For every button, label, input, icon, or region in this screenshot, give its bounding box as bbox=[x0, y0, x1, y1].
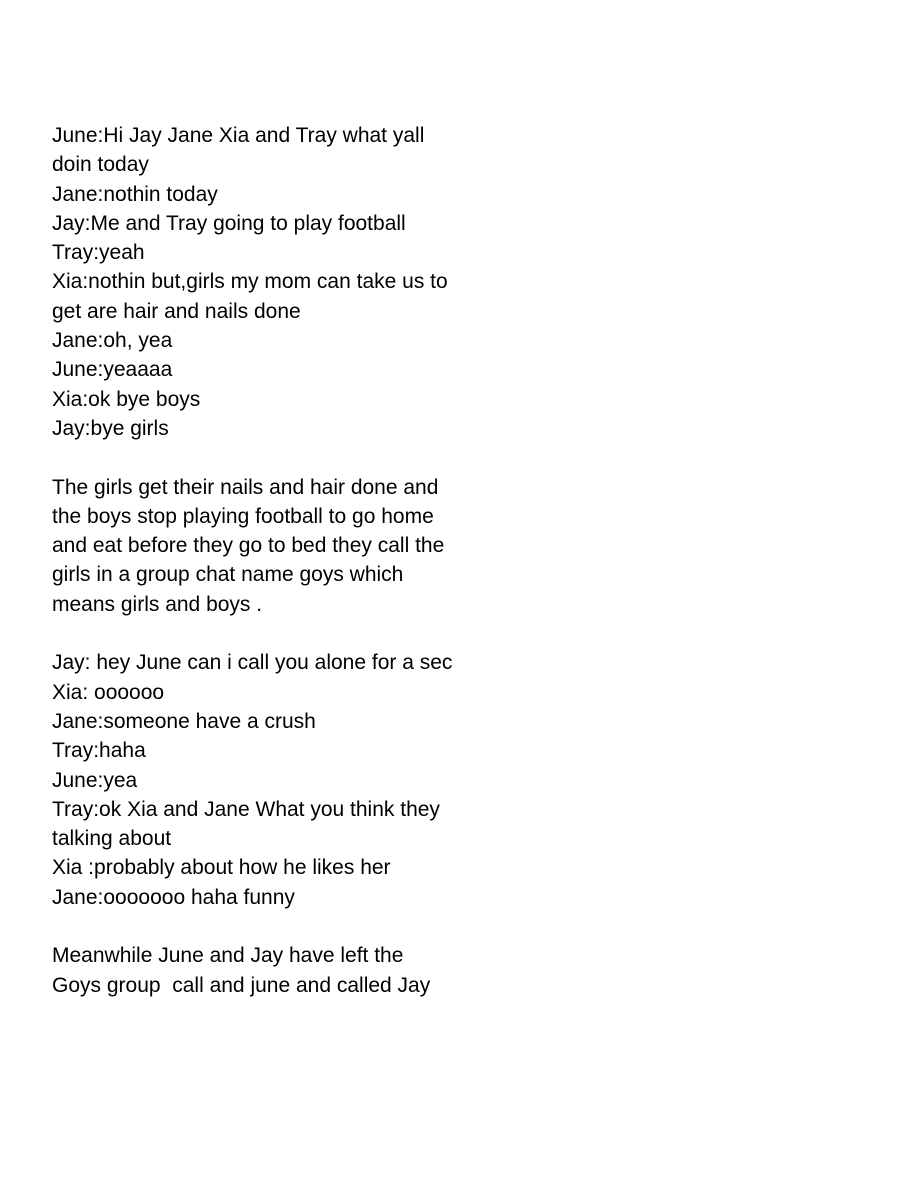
text-line: and eat before they go to bed they call the bbox=[52, 534, 445, 558]
text-line: talking about bbox=[52, 827, 172, 851]
paragraph-gap bbox=[52, 912, 852, 941]
text-line: June:yeaaaa bbox=[52, 358, 173, 382]
text-line: Xia: oooooo bbox=[52, 680, 165, 704]
text-line: Goys group call and june and called Jay bbox=[52, 973, 431, 997]
text-line: means girls and boys . bbox=[52, 592, 263, 616]
text-line: doin today bbox=[52, 153, 149, 177]
text-line: Jane:oh, yea bbox=[52, 329, 173, 353]
text-line: Xia :probably about how he likes her bbox=[52, 856, 391, 880]
text-line: get are hair and nails done bbox=[52, 299, 301, 323]
text-line: Jane:ooooooo haha funny bbox=[52, 885, 295, 909]
text-line: Tray:ok Xia and Jane What you think they bbox=[52, 797, 440, 821]
paragraph-gap bbox=[52, 443, 852, 472]
text-line: Xia:nothin but,girls my mom can take us to bbox=[52, 270, 448, 294]
text-line: Tray:haha bbox=[52, 739, 146, 763]
text-line: June:Hi Jay Jane Xia and Tray what yall bbox=[52, 124, 425, 147]
document-body bbox=[52, 121, 852, 1000]
text-line: Jay: hey June can i call you alone for a sec bbox=[52, 651, 453, 675]
text-line: Jane:someone have a crush bbox=[52, 709, 316, 733]
paragraph-gap bbox=[52, 619, 852, 648]
text-line: The girls get their nails and hair done and bbox=[52, 475, 439, 499]
text-line: Xia:ok bye boys bbox=[52, 387, 201, 411]
text-line: Meanwhile June and Jay have left the bbox=[52, 944, 404, 968]
text-line: Jay:Me and Tray going to play football bbox=[52, 211, 406, 235]
text-line: Jay:bye girls bbox=[52, 416, 169, 440]
text-line: the boys stop playing football to go home bbox=[52, 504, 434, 528]
text-line: girls in a group chat name goys which bbox=[52, 563, 404, 587]
text-line: June:yea bbox=[52, 768, 138, 792]
text-line: Tray:yeah bbox=[52, 241, 145, 265]
text-line: Jane:nothin today bbox=[52, 182, 218, 206]
